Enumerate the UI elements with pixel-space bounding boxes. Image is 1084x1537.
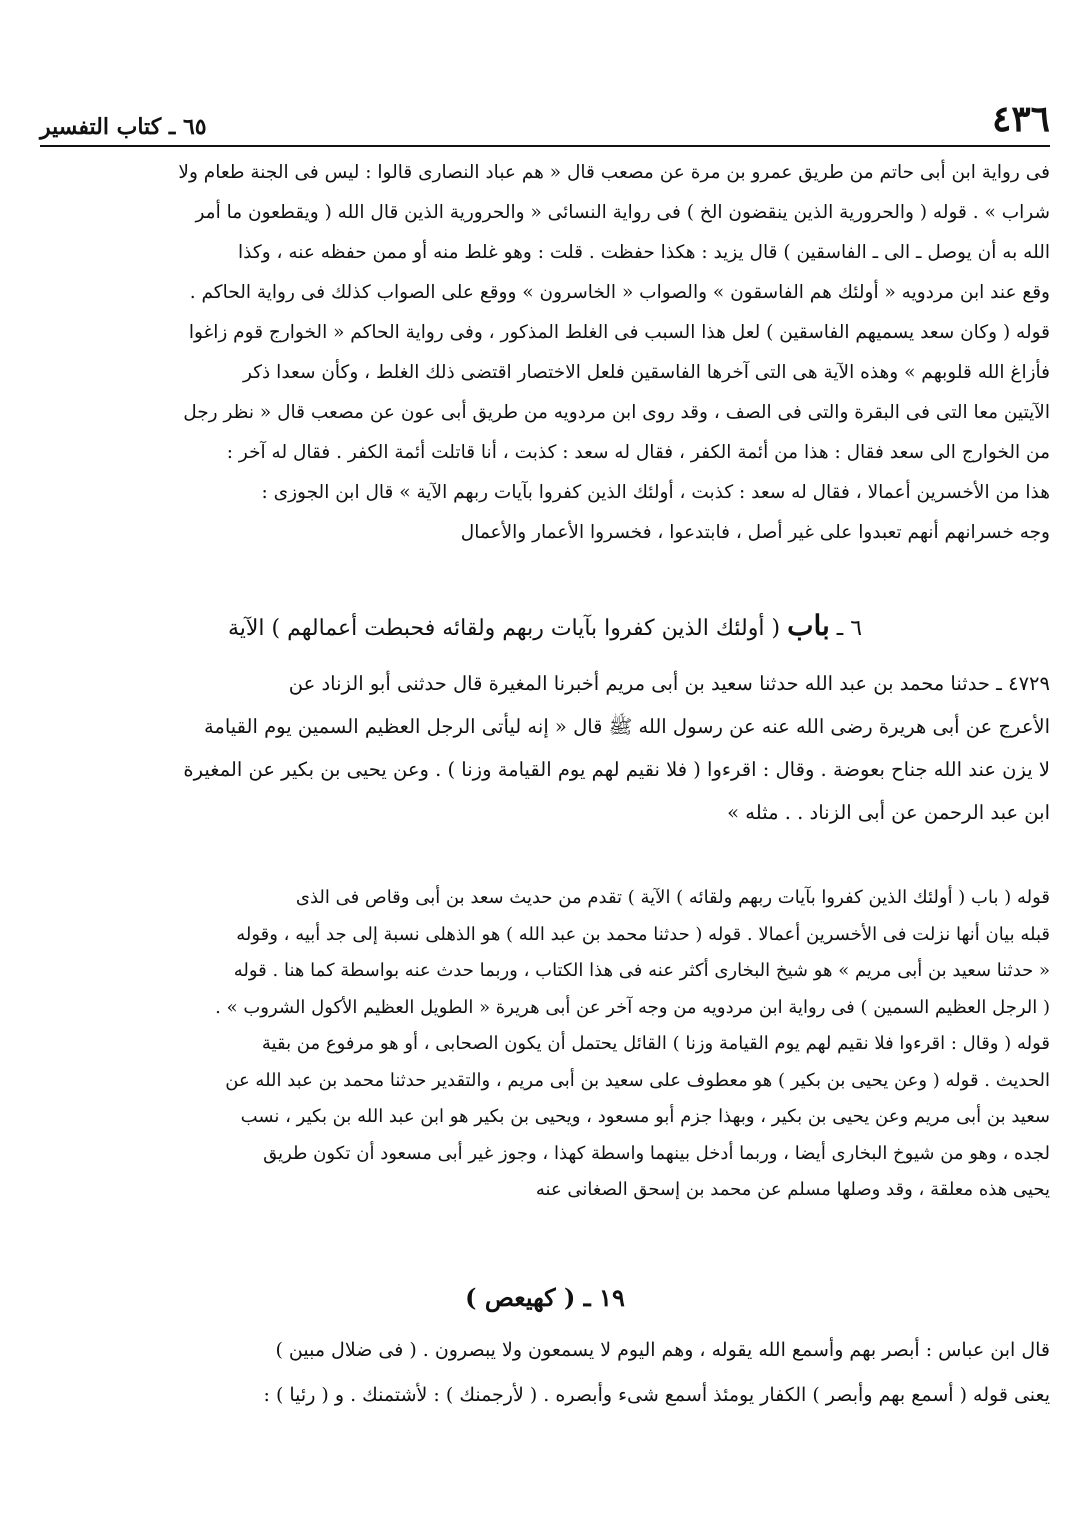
text-line: قبله بيان أنها نزلت فى الأخسرين أعمالا . قوله ( حدثنا محمد بن عبد الله ) هو الذهلى نسبة إلى جد أبيه ، وقوله (236, 923, 1050, 945)
text-line: يحيى هذه معلقة ، وقد وصلها مسلم عن محمد بن إسحق الصغانى عنه (535, 1179, 1050, 1200)
chapter-title: ( أولئك الذين كفروا بآيات ربهم ولقائه فحبطت أعمالهم ) الآية (227, 616, 781, 641)
text-line: قوله ( وقال : اقرءوا فلا نقيم لهم يوم القيامة وزنا ) القائل يحتمل أن يكون الصحابى ، أو هو مرفوع من بقية (261, 1033, 1050, 1054)
text-line: قوله ( باب ( أولئك الذين كفروا بآيات ربهم ولقائه ) الآية ) تقدم من حديث سعد بن أبى وقاص فى الذى (295, 887, 1050, 908)
text-line: لجده ، وهو من شيوخ البخارى أيضا ، وربما أدخل بينهما واسطة كهذا ، وجوز غير أبى مسعود أن تكون طريق (263, 1142, 1050, 1164)
text-line: وجه خسرانهم أنهم تعبدوا على غير أصل ، فابتدعوا ، فخسروا الأعمار والأعمال (460, 522, 1050, 543)
text-line: الله به أن يوصل ـ الى ـ الفاسقين ) قال يزيد : هكذا حفظت . قلت : وهو غلط منه أو ممن حفظه عنه ، وكذا (238, 242, 1050, 263)
running-title: ٦٥ ـ كتاب التفسير (40, 114, 207, 140)
text-line: سعيد بن أبى مريم وعن يحيى بن بكير ، وبهذا جزم أبو مسعود ، ويحيى بن بكير هو ابن عبد الله بن بكير ، نسب (240, 1106, 1050, 1127)
hadith-text (40, 662, 1050, 834)
text-line: قال ابن عباس : أبصر بهم وأسمع الله يقوله ، وهم اليوم لا يسمعون ولا يبصرون . ( فى ضلال مبين ) (275, 1339, 1050, 1361)
text-line: من الخوارج الى سعد فقال : هذا من أئمة الكفر ، فقال له سعد : كذبت ، أنا قاتلت أئمة الكفر . فقال له آخر : (226, 442, 1050, 463)
commentary-paragraph-3 (40, 1328, 1050, 1418)
text-line: شراب » . قوله ( والحرورية الذين ينقضون الخ ) فى رواية النسائى « والحرورية الذين قال الله ( ويقطعون ما أمر (195, 202, 1050, 223)
text-line: الآيتين معا التى فى البقرة والتى فى الصف ، وقد روى ابن مردويه من طريق أبى عون عن مصعب قال « نظر رجل (183, 402, 1050, 423)
header-rule (40, 145, 1050, 147)
commentary-paragraph-1 (40, 153, 1050, 553)
text-line: يعنى قوله ( أسمع بهم وأبصر ) الكفار يومئذ أسمع شىء وأبصره . ( لأرجمنك ) : لأشتمنك . و ( رئيا ) : (263, 1384, 1050, 1406)
text-line: هذا من الأخسرين أعمالا ، فقال له سعد : كذبت ، أولئك الذين كفروا بآيات ربهم الآية » قال ابن الجوزى : (261, 482, 1050, 503)
chapter-number: ٦ ـ (836, 616, 863, 641)
text-line: وقع عند ابن مردويه « أولئك هم الفاسقون » والصواب « الخاسرون » ووقع على الصواب كذلك فى رواية الحاكم . (189, 282, 1050, 303)
text-line: الأعرج عن أبى هريرة رضى الله عنه عن رسول الله ﷺ قال « إنه ليأتى الرجل العظيم السمين يوم القيامة (203, 715, 1050, 738)
text-line: لا يزن عند الله جناح بعوضة . وقال : اقرءوا ( فلا نقيم لهم يوم القيامة وزنا ) . وعن يحيى بن بكير عن المغيرة (183, 758, 1050, 781)
commentary-paragraph-2 (40, 880, 1050, 1209)
text-line: ابن عبد الرحمن عن أبى الزناد . . مثله » (727, 801, 1050, 824)
text-line: الحديث . قوله ( وعن يحيى بن بكير ) هو معطوف على سعيد بن أبى مريم ، والتقدير حدثنا محمد بن عبد الله عن (225, 1069, 1050, 1091)
text-line: ٤٧٢٩ ـ حدثنا محمد بن عبد الله حدثنا سعيد بن أبى مريم أخبرنا المغيرة قال حدثنى أبو الزناد عن (288, 672, 1050, 695)
chapter-bab-label: باب (787, 609, 830, 642)
chapter-heading-6 (40, 606, 1050, 649)
page-header (40, 92, 1050, 140)
text-line: « حدثنا سعيد بن أبى مريم » هو شيخ البخارى أكثر عنه فى هذا الكتاب ، وربما حدث عنه بواسطة كما هنا . قوله (233, 960, 1050, 981)
text-line: فى رواية ابن أبى حاتم من طريق عمرو بن مرة عن مصعب قال « هم عباد النصارى قالوا : ليس فى الجنة طعام ولا (178, 162, 1050, 183)
text-line: فأزاغ الله قلوبهم » وهذه الآية هى التى آخرها الفاسقين فلعل الاختصار اقتضى ذلك الغلط ، وكأن سعدا ذكر (243, 362, 1050, 383)
text-line: ( الرجل العظيم السمين ) فى رواية ابن مردويه من وجه آخر عن أبى هريرة « الطويل العظيم الأكول الشروب » . (215, 996, 1050, 1018)
surah-heading-19: ١٩ ـ ( كهيعص ) (465, 1283, 625, 1312)
page-number: ٤٣٦ (991, 98, 1050, 140)
text-line: قوله ( وكان سعد يسميهم الفاسقين ) لعل هذا السبب فى الغلط المذكور ، وفى رواية الحاكم « الخوارج قوم زاغوا (188, 322, 1050, 343)
